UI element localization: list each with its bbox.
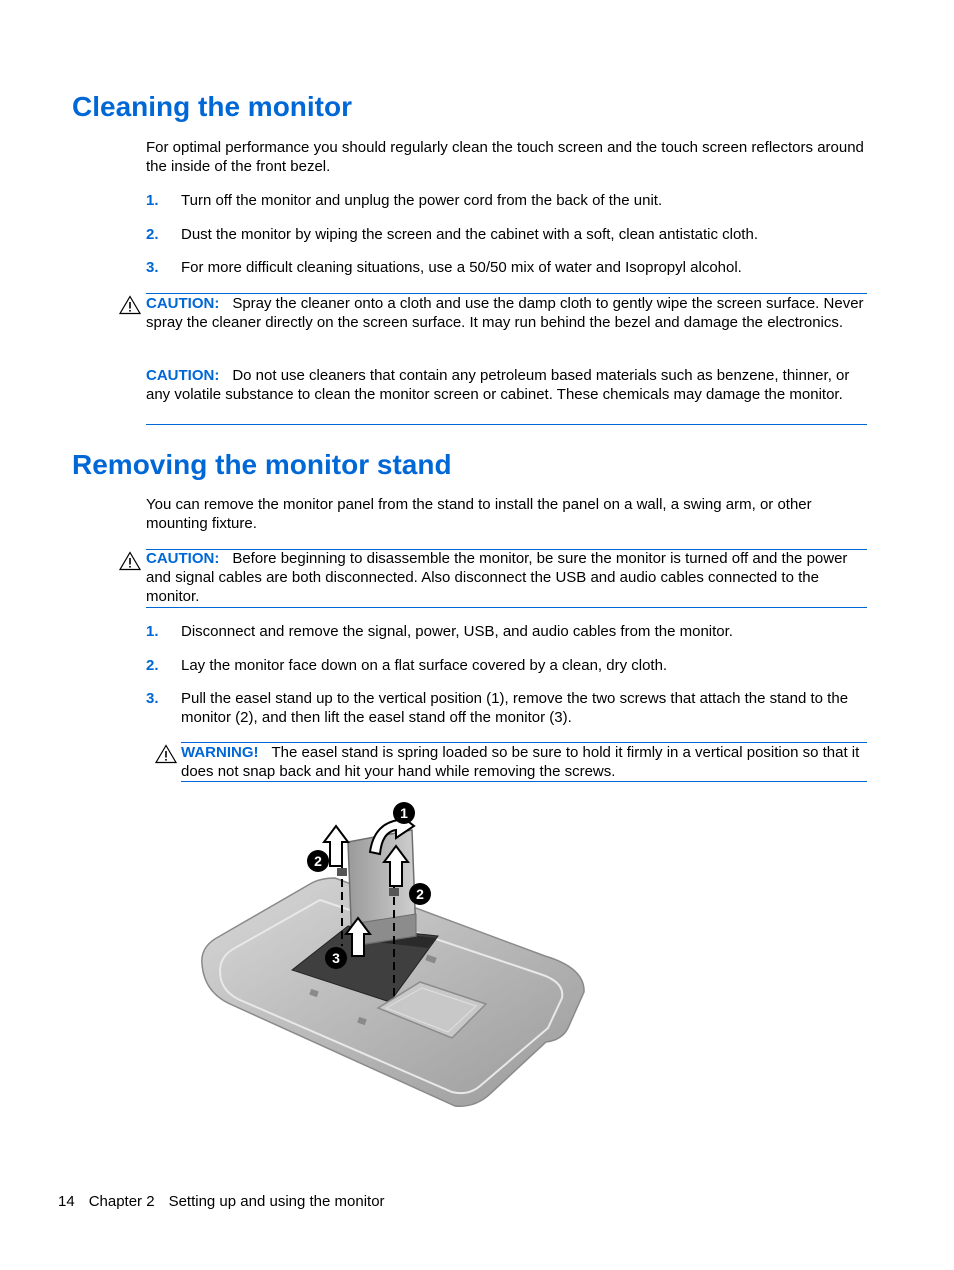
caution-notice-3	[146, 549, 868, 606]
warning-rule-bottom	[181, 781, 867, 782]
warning-triangle-icon	[155, 744, 177, 764]
callout-3	[325, 947, 347, 969]
callout-2-left	[307, 850, 329, 872]
footer-chapter-title: Setting up and using the monitor	[168, 1193, 385, 1210]
callout-1	[393, 802, 415, 824]
callout-label: 1	[400, 805, 408, 821]
warning-label: WARNING!	[181, 744, 259, 761]
step-text: Lay the monitor face down on a flat surface covered by a clean, dry cloth.	[181, 657, 668, 674]
callout-label: 3	[332, 950, 340, 966]
step-text: For more difficult cleaning situations, use a 50/50 mix of water and Isopropyl alcohol.	[181, 259, 742, 276]
step-text: Turn off the monitor and unplug the power cord from the back of the unit.	[181, 192, 663, 209]
caution-rule-bottom	[146, 607, 867, 608]
step-text: Disconnect and remove the signal, power, USB, and audio cables from the monitor.	[181, 623, 733, 640]
warning-text: The easel stand is spring loaded so be sure to hold it firmly in a vertical position so that it does not snap back and hit your hand while removing the screws.	[181, 744, 860, 780]
step-number: 2.	[146, 226, 159, 243]
caution-triangle-icon	[119, 551, 141, 571]
section-heading-cleaning: Cleaning the monitor	[72, 91, 352, 122]
page-footer	[58, 1192, 399, 1211]
callout-2-right	[409, 883, 431, 905]
step-number: 3.	[146, 259, 159, 276]
removing-intro: You can remove the monitor panel from the stand to install the panel on a wall, a swing arm, or other mounting fixture.	[146, 496, 812, 532]
step-number: 1.	[146, 623, 159, 640]
monitor-stand-removal-illustration	[190, 796, 590, 1112]
caution-text: Before beginning to disassemble the monitor, be sure the monitor is turned off and the power and signal cables are both disconnected. Also disconnect the USB and audio cables connected to the monitor.	[146, 550, 848, 605]
callout-label: 2	[314, 853, 322, 869]
step-number: 2.	[146, 657, 159, 674]
caution-rule-bottom	[146, 424, 867, 425]
step-number: 3.	[146, 690, 159, 707]
caution-text: Do not use cleaners that contain any petroleum based materials such as benzene, thinner, or any volatile substance to clean the monitor screen or cabinet. These chemicals may damage the monitor.	[146, 367, 850, 403]
caution-notice-2	[146, 366, 868, 404]
callout-label: 2	[416, 886, 424, 902]
footer-chapter: Chapter 2	[88, 1193, 155, 1210]
page-number: 14	[58, 1193, 75, 1210]
caution-triangle-icon	[119, 295, 141, 315]
caution-label: CAUTION:	[146, 295, 220, 312]
caution-label: CAUTION:	[146, 367, 220, 384]
caution-notice-1	[146, 294, 868, 332]
warning-notice	[181, 743, 869, 781]
step-text: Dust the monitor by wiping the screen and the cabinet with a soft, clean antistatic cloth.	[181, 226, 758, 243]
cleaning-intro: For optimal performance you should regularly clean the touch screen and the touch screen reflectors around the inside of the front bezel.	[146, 139, 864, 175]
caution-text: Spray the cleaner onto a cloth and use the damp cloth to gently wipe the screen surface. Never spray the cleaner directly on the screen surface. It may run behind the bezel and damage the electronics.	[146, 295, 864, 331]
caution-label: CAUTION:	[146, 550, 220, 567]
step-text: Pull the easel stand up to the vertical position (1), remove the two screws that attach the stand to the monitor (2), and then lift the easel stand off the monitor (3).	[181, 690, 849, 726]
section-heading-removing-stand: Removing the monitor stand	[72, 449, 452, 480]
step-number: 1.	[146, 192, 159, 209]
